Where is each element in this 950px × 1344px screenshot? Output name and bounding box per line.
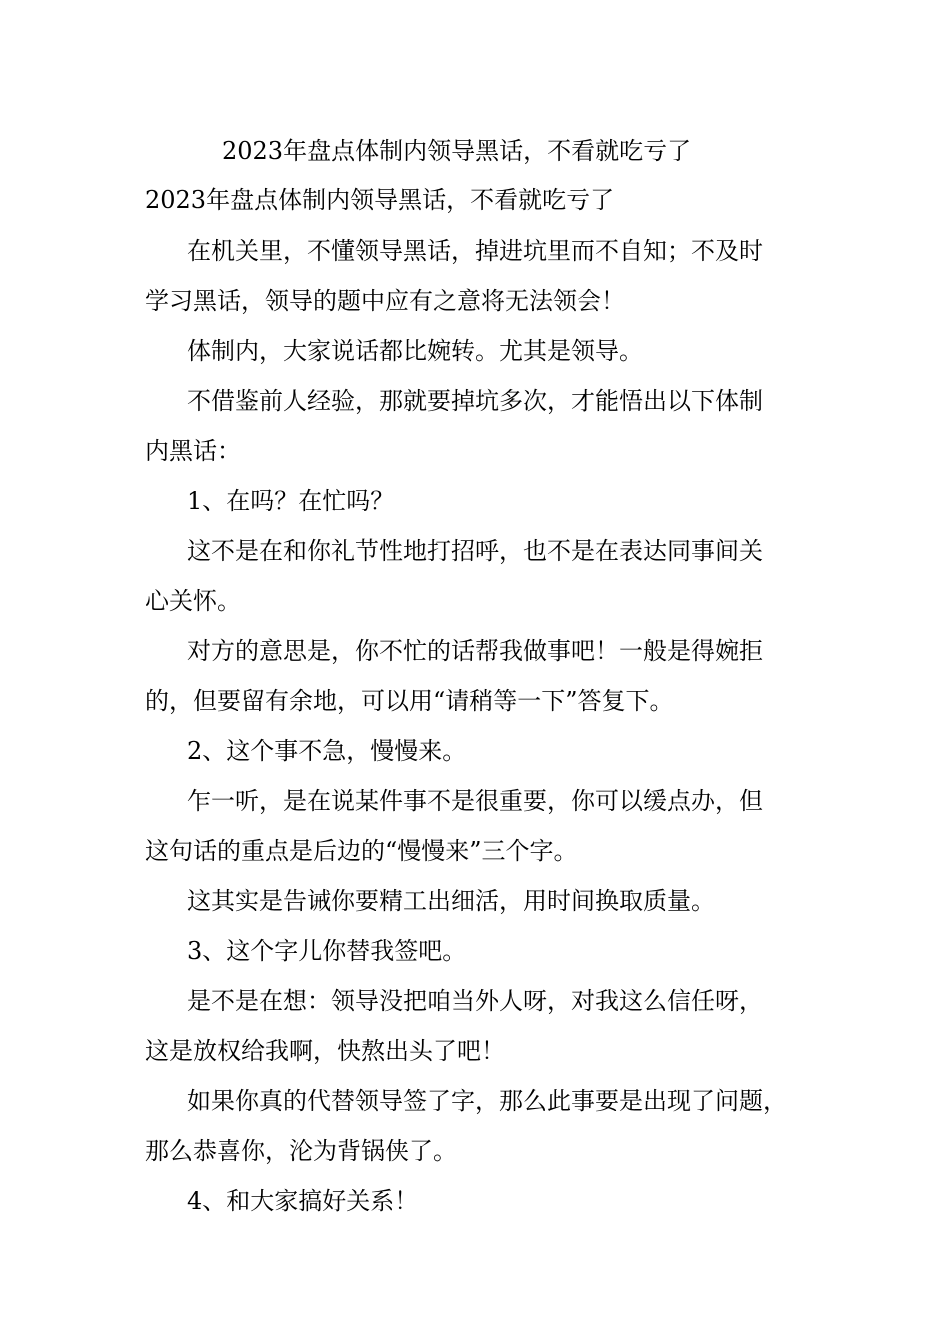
body-line: 不借鉴前人经验，那就要掉坑多次，才能悟出以下体制 [187,387,763,415]
body-line: 这其实是告诫你要精工出细活，用时间换取质量。 [187,887,715,915]
body-line: 的，但要留有余地，可以用“请稍等一下”答复下。 [145,687,674,715]
body-line: 体制内，大家说话都比婉转。尤其是领导。 [187,337,643,365]
body-line: 这句话的重点是后边的“慢慢来”三个字。 [145,837,578,865]
body-line: 内黑话： [145,437,241,465]
section-heading: 4、和大家搞好关系！ [187,1187,419,1215]
body-line: 2023年盘点体制内领导黑话，不看就吃亏了 [145,186,615,214]
body-line: 是不是在想：领导没把咱当外人呀，对我这么信任呀， [187,987,763,1015]
body-line: 乍一听，是在说某件事不是很重要，你可以缓点办，但 [187,787,763,815]
body-line: 心关怀。 [145,587,241,615]
body-line: 这是放权给我啊，快熬出头了吧！ [145,1037,505,1065]
body-line: 这不是在和你礼节性地打招呼，也不是在表达同事间关 [187,537,763,565]
body-line: 那么恭喜你，沦为背锅侠了。 [145,1137,457,1165]
body-line: 学习黑话，领导的题中应有之意将无法领会！ [145,287,625,315]
section-heading: 3、这个字儿你替我签吧。 [187,937,467,965]
body-line: 如果你真的代替领导签了字，那么此事要是出现了问题， [187,1087,787,1115]
body-line: 对方的意思是，你不忙的话帮我做事吧！一般是得婉拒 [187,637,763,665]
document-title: 2023年盘点体制内领导黑话，不看就吃亏了 [222,137,692,165]
body-line: 在机关里，不懂领导黑话，掉进坑里而不自知；不及时 [187,237,763,265]
section-heading: 2、这个事不急，慢慢来。 [187,737,467,765]
section-heading: 1、在吗？在忙吗？ [187,487,395,515]
